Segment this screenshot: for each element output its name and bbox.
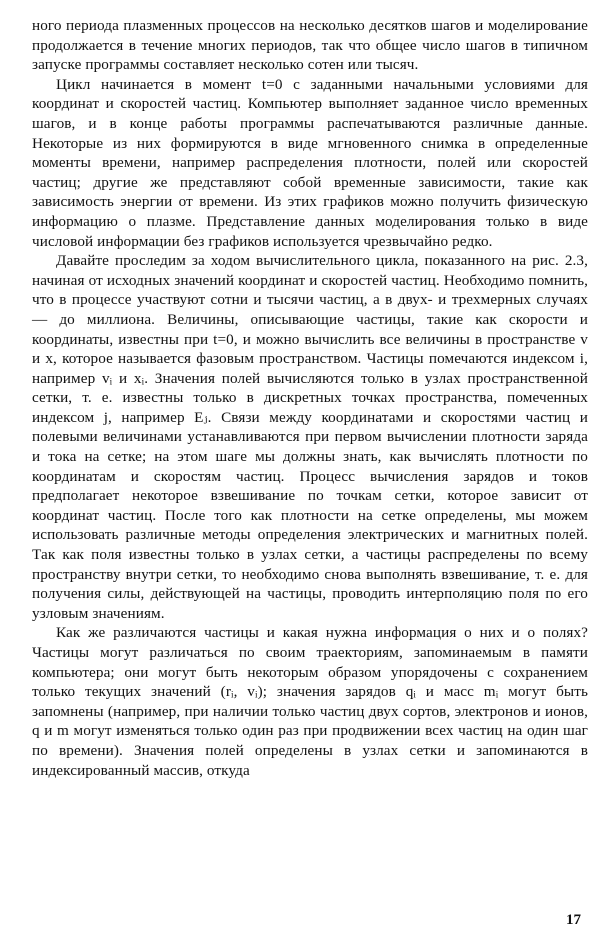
paragraph-particles-and-fields: Как же различаются частицы и какая нужна информация о них и о полях? Частицы могут различаться по своим траекториям, запоминаемым в памяти компьютера; они могут быть некоторым образом упорядочены с сохранением только текущих значений (rᵢ, vᵢ); значения зарядов qᵢ и масс mᵢ могут быть запомнены (например, при наличии только частиц двух сортов, электронов и ионов, q и m могут изменяться только один раз при продвижении всех частиц на один шаг по времени). Значения полей определены в узлах сетки и запоминаются в индексированный массив, откуда (32, 624, 588, 779)
paragraph-continuation: ного периода плазменных процессов на несколько десятков шагов и моделирование продолжается в течение многих периодов, так что общее число шагов в типичном запуске программы составляет несколько сотен или тысяч. (32, 17, 588, 74)
page-number: 17 (566, 912, 581, 928)
body-text (32, 16, 588, 780)
paragraph-cycle-start: Цикл начинается в момент t=0 с заданными начальными условиями для координат и скоростей частиц. Компьютер выполняет заданное число временных шагов, и в конце работы программы распечатываются различные данные. Некоторые из них формируются в виде мгновенного снимка в определенные моменты времени, например распределения плотности, полей или скоростей частиц; другие же представляют собой временные зависимости, такие как зависимость энергии от времени. Из этих графиков можно получить физическую информацию о плазме. Представление данных моделирования только в виде числовой информации без графиков используется чрезвычайно редко. (32, 75, 588, 250)
paragraph-computation-cycle: Давайте проследим за ходом вычислительного цикла, показанного на рис. 2.3, начиная от исходных значений координат и скоростей частиц. Необходимо помнить, что в процессе участвуют сотни и тысячи частиц, а в двух- и трехмерных случаях — до миллиона. Величины, описывающие частицы, такие как скорости и координаты, известны при t=0, и можно вычислить все величины в пространстве v и x, которое называется фазовым пространством. Частицы помечаются индексом i, например vᵢ и xᵢ. Значения полей вычисляются только в узлах пространственной сетки, т. е. известны только в дискретных точках пространства, помеченных индексом j, например Eⱼ. Связи между координатами и скоростями частиц и полевыми величинами устанавливаются при первом вычислении плотности заряда и тока на сетке; на этом шаге мы должны знать, как вычислять плотности по координатам и скоростям частиц. Процесс вычисления зарядов и токов предполагает некоторое взвешивание по точкам сетки, которое зависит от координат частиц. После того как плотности на сетке определены, мы можем использовать различные методы определения электрических и магнитных полей. Так как поля известны только в узлах сетки, а частицы распределены по всему пространству внутри сетки, то необходимо снова выполнять взвешивание, т. е. для получения силы, действующей на частицы, проводить интерполяцию поля по его узловым значениям. (32, 252, 588, 622)
